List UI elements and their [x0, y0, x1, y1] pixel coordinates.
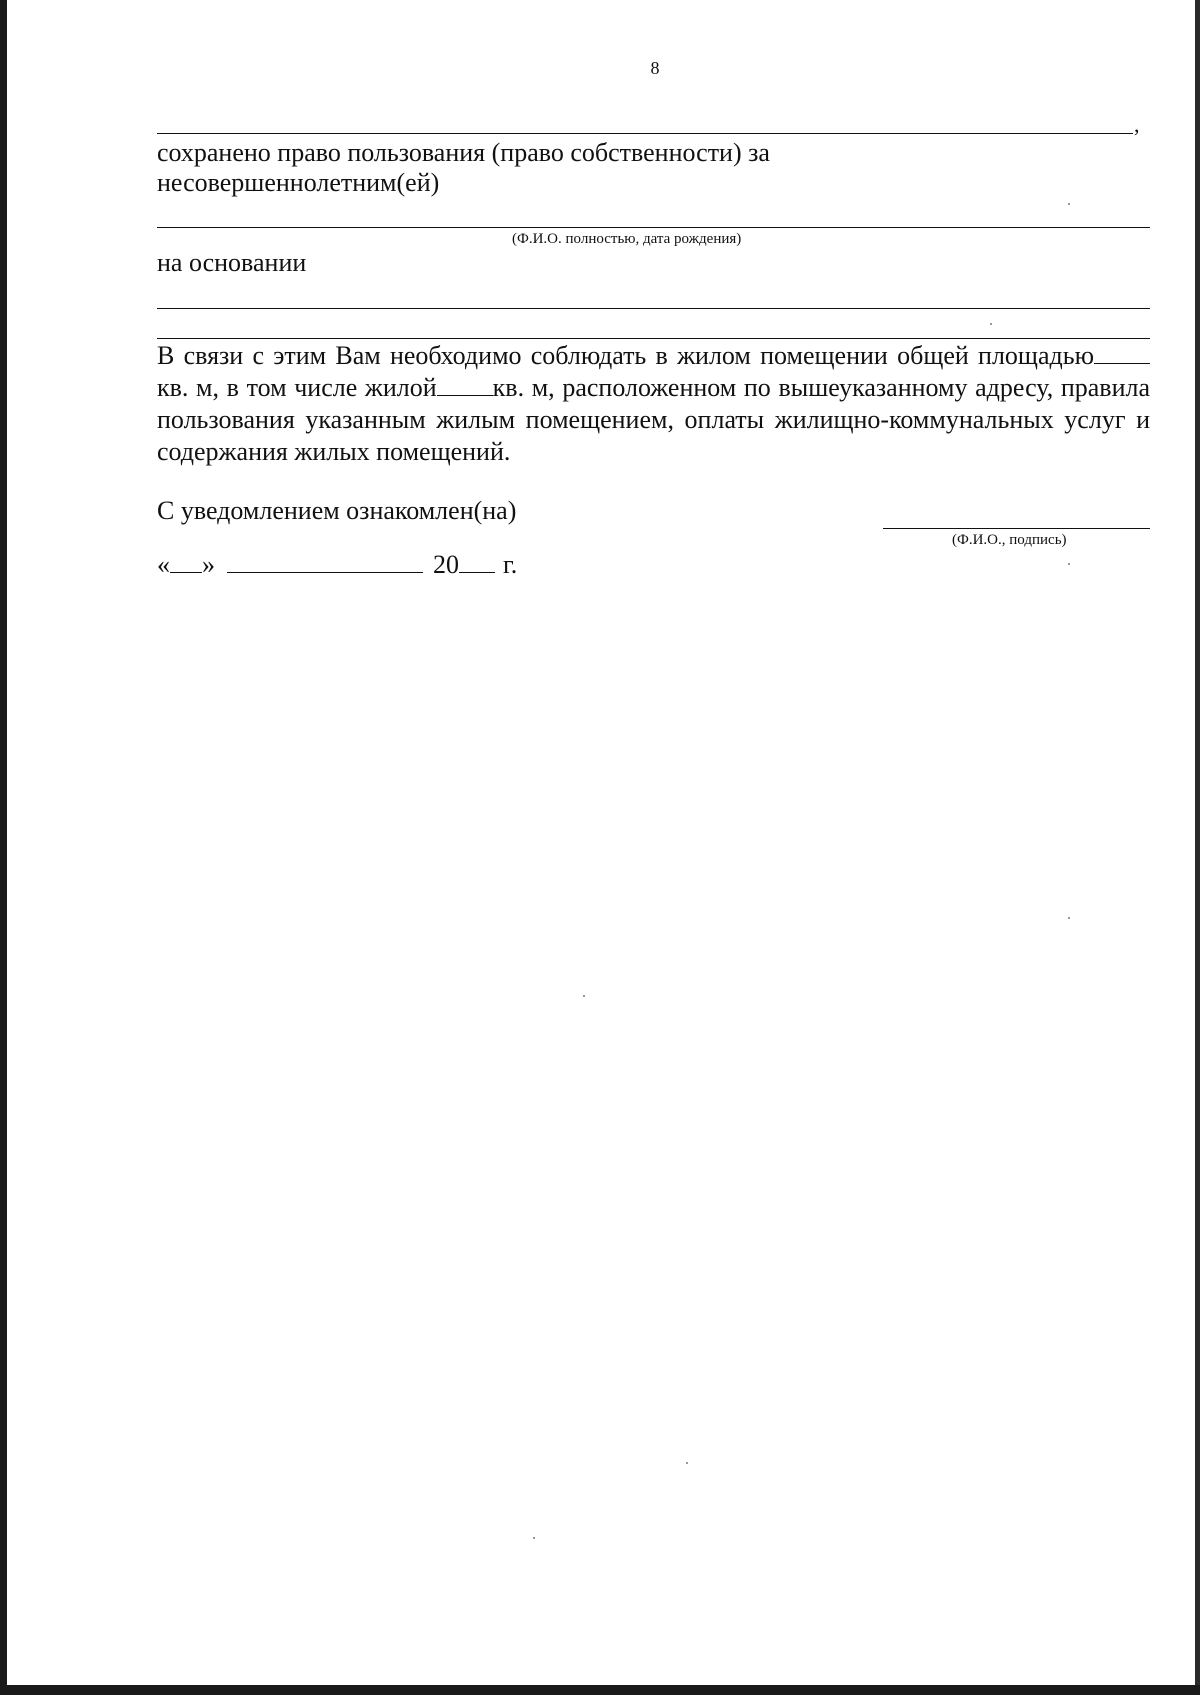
- basis-label: на основании: [157, 248, 307, 277]
- fio-caption: (Ф.И.О. полностью, дата рождения): [512, 231, 742, 247]
- minor-text: несовершеннолетним(ей): [157, 168, 440, 197]
- address-blank-line: [157, 133, 1133, 134]
- date-line: [157, 550, 517, 580]
- fio-blank-line: [157, 227, 1150, 228]
- year-suffix: г.: [503, 550, 518, 579]
- scan-speck: [583, 995, 585, 997]
- obligations-paragraph: [157, 340, 1150, 468]
- scan-speck: [533, 1537, 535, 1539]
- day-blank: [170, 550, 202, 573]
- basis-blank-line-2: [157, 338, 1150, 339]
- paragraph-part-3: кв. м, расположенном по вышеуказанному адресу, правила пользования указанным жилым помещением, оплаты жилищно-коммунальных услуг и содержания жилых помещений.: [157, 373, 1150, 466]
- year-blank: [459, 550, 495, 573]
- acknowledgement-label: С уведомлением ознакомлен(на): [157, 496, 517, 525]
- page-number: 8: [650, 58, 660, 78]
- scan-speck: [990, 323, 992, 325]
- date-open-quote: «: [157, 550, 170, 579]
- total-area-blank: [1094, 341, 1150, 364]
- living-area-blank: [437, 373, 493, 396]
- scan-speck: [1068, 917, 1070, 919]
- basis-blank-line-1: [157, 308, 1150, 309]
- signature-caption: (Ф.И.О., подпись): [952, 532, 1067, 548]
- paragraph-part-1: В связи с этим Вам необходимо соблюдать в жилом помещении общей площадью: [157, 341, 1094, 370]
- retained-right-text: сохранено право пользования (право собственности) за: [157, 138, 770, 167]
- scan-edge-left: [0, 0, 7, 1695]
- paragraph-part-2: кв. м, в том числе жилой: [157, 373, 437, 402]
- scan-edge-right: [1195, 0, 1200, 1695]
- month-blank: [227, 550, 423, 573]
- scan-speck: [1068, 563, 1070, 565]
- trailing-comma: ,: [1134, 112, 1140, 137]
- date-close-quote: »: [202, 550, 215, 579]
- scan-edge-bottom: [0, 1685, 1200, 1695]
- signature-blank-line: [883, 528, 1150, 529]
- scan-speck: [1068, 203, 1070, 205]
- year-prefix: 20: [433, 550, 459, 579]
- scan-speck: [686, 1462, 688, 1464]
